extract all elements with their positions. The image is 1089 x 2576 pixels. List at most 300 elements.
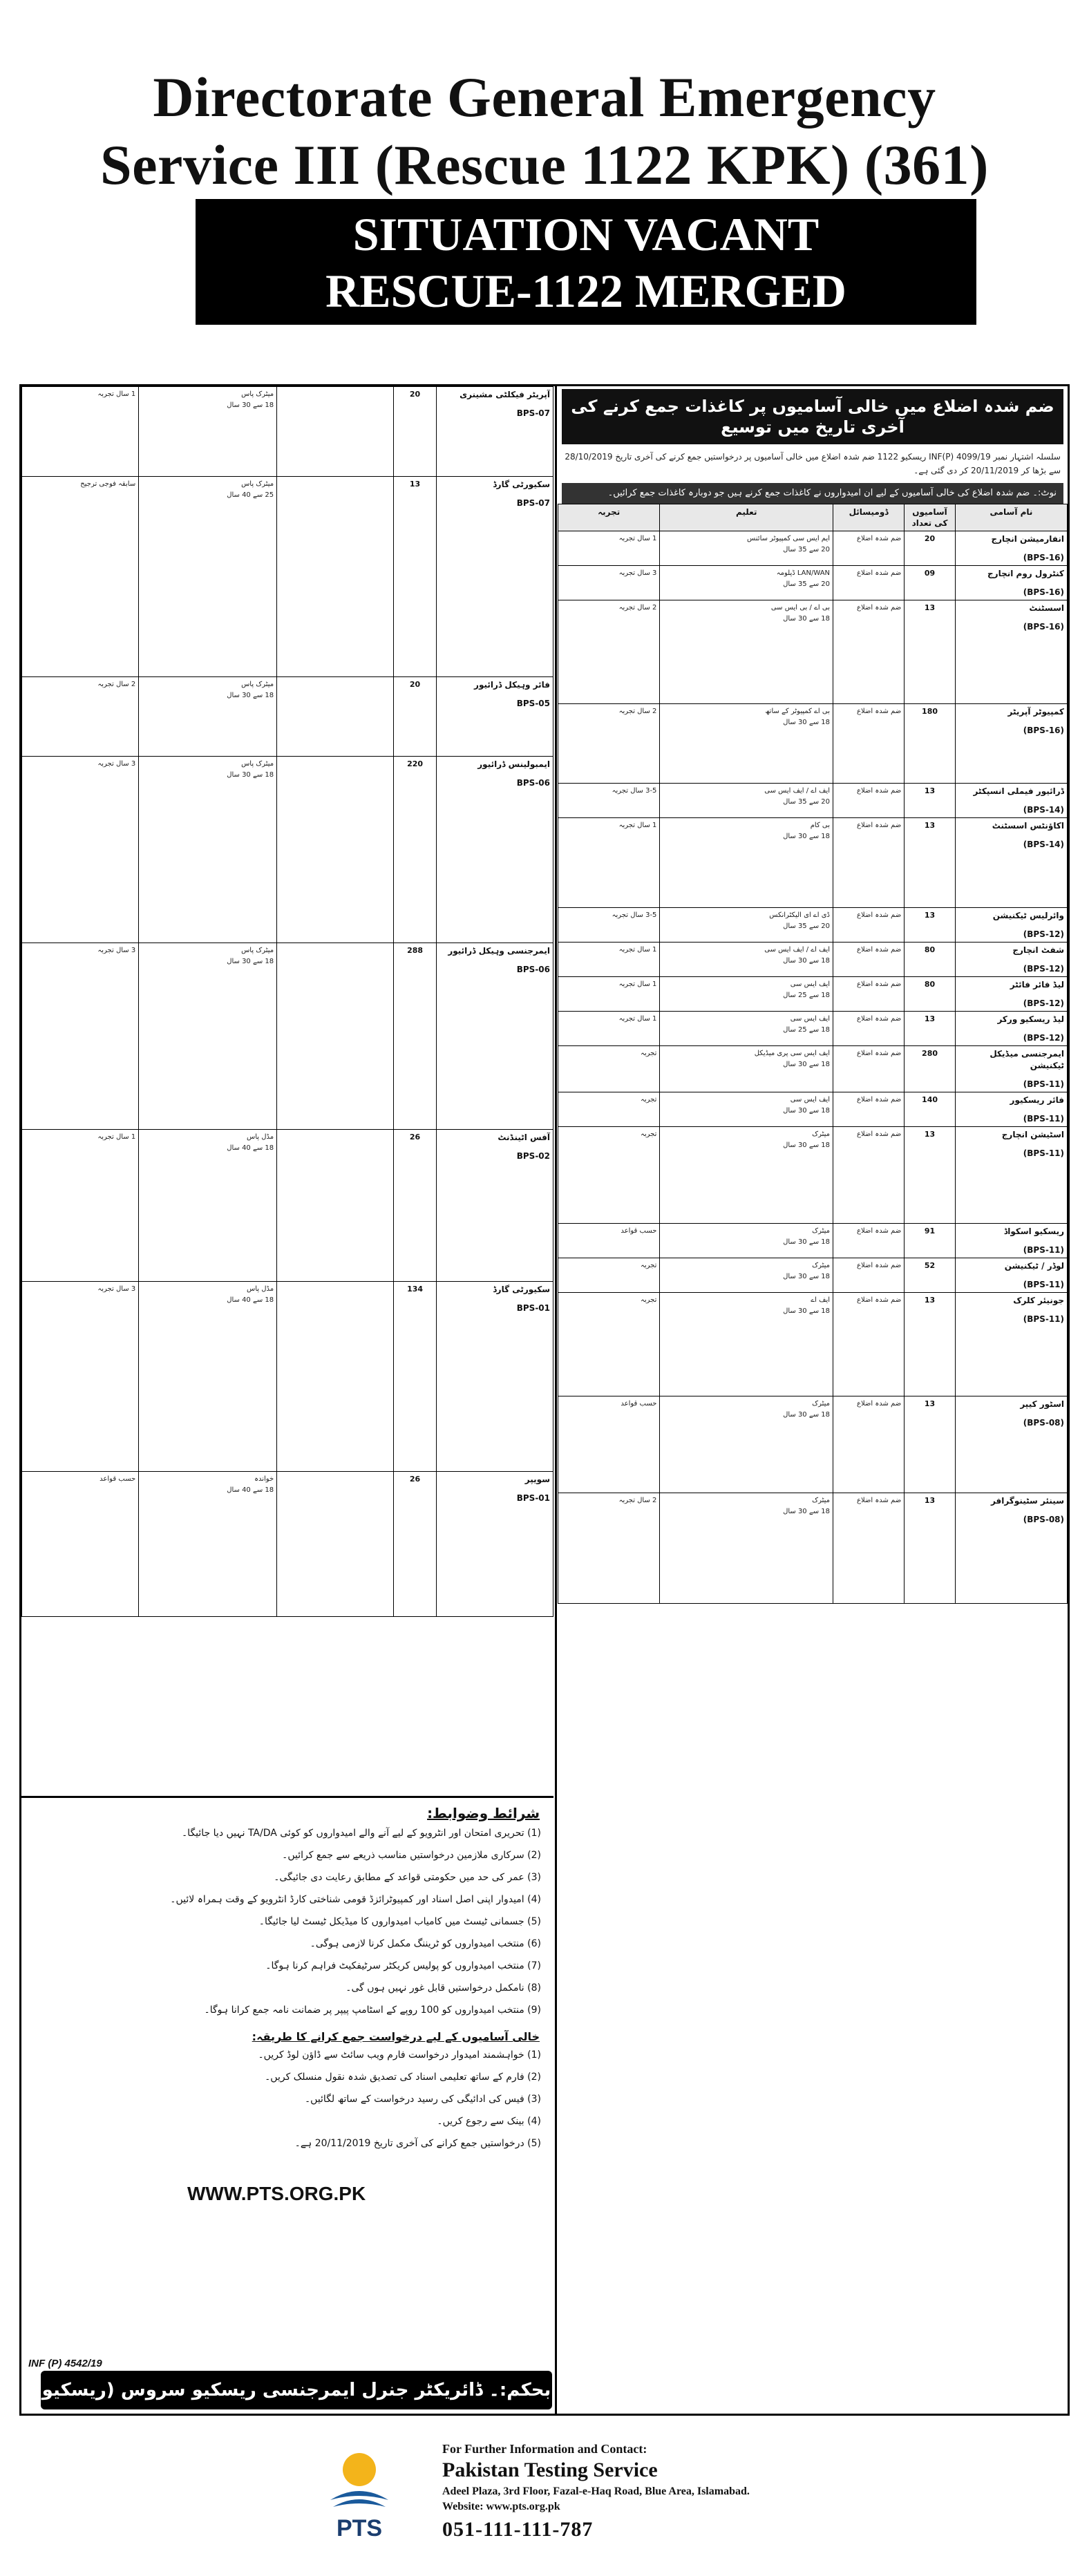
table-row [558,1127,1068,1224]
terms-section [21,1796,553,2420]
table-row [558,600,1068,704]
experience-cell: تجربہ [558,1092,660,1127]
table-row [558,1396,1068,1493]
domicile-cell: ضم شدہ اضلاع [833,600,905,704]
post-name: سکیورٹی گارڈ [493,1285,550,1294]
domicile-cell: ضم شدہ اضلاع [833,908,905,943]
post-cell [955,1258,1067,1293]
experience-cell: تجربہ [558,1046,660,1092]
post-cell [955,1092,1067,1127]
table-row [558,908,1068,943]
apply-list [21,2046,553,2157]
count-cell: 134 [394,1282,437,1472]
age-text: 20 سے 35 سال [783,922,831,930]
experience-cell: تجربہ [558,1127,660,1224]
post-name: کنٹرول روم انچارج [987,569,1064,578]
post-cell [955,818,1067,908]
post-bps: BPS-02 [516,1151,550,1161]
column-divider [555,386,557,2414]
term-item: (4) امیدوار اپنی اصل اسناد اور کمپیوٹرائزڈ قومی شناختی کارڈ انٹرویو کے وقت ہمراہ لائیں۔ [170,1894,541,1905]
age-text: 18 سے 30 سال [783,615,831,623]
term-item: (3) عمر کی حد میں حکومتی قواعد کے مطابق رعایت دی جائیگی۔ [274,1872,541,1883]
district-cell [277,387,394,477]
experience-cell: 1 سال تجربہ [558,1012,660,1046]
age-text: 18 سے 30 سال [783,1142,831,1149]
experience-cell: 3-5 سال تجربہ [558,908,660,943]
experience-cell: 1 سال تجربہ [558,531,660,566]
domicile-cell: ضم شدہ اضلاع [833,943,905,977]
post-name: فائر وہیکل ڈرائیور [474,680,550,690]
experience-cell: حسب قواعد [558,1224,660,1258]
experience-cell: تجربہ [558,1258,660,1293]
education-cell [660,977,833,1012]
education-cell [660,1012,833,1046]
age-text: 18 سے 30 سال [227,958,274,965]
education-cell [660,704,833,784]
domicile-cell: ضم شدہ اضلاع [833,1224,905,1258]
count-cell: 13 [394,477,437,677]
education-cell [660,1092,833,1127]
count-cell: 20 [905,531,956,566]
experience-cell: 1 سال تجربہ [558,943,660,977]
table-row [22,677,553,757]
table-row [558,1258,1068,1293]
post-cell [955,1046,1067,1092]
intro-text: سلسلہ اشتہار نمبر INF(P) 4099/19 ریسکیو 1122 ضم شدہ اضلاع میں خالی آسامیوں پر درخواستیں جمع کرنے کی آخری تاریخ 28/10/2019 سے بڑھا کر 20/11/2019 کر دی گئی ہے۔ [565,452,1061,475]
terms-list [21,1824,553,2023]
post-name: سویپر [524,1475,550,1484]
apply-step: (4) بینک سے رجوع کریں۔ [437,2116,541,2127]
education-text: LAN/WAN ڈپلومہ [776,569,831,577]
post-cell [955,531,1067,566]
count-cell: 20 [394,677,437,757]
education-text: میٹرک پاس [241,681,274,688]
education-cell [139,477,277,677]
education-cell [139,1472,277,1617]
table-row [558,1224,1068,1258]
pts-logo-icon [325,2446,394,2543]
table-row [558,1012,1068,1046]
education-cell [660,943,833,977]
education-text: میٹرک پاس [241,760,274,768]
count-cell: 13 [905,1127,956,1224]
post-cell [955,600,1067,704]
count-cell: 13 [905,908,956,943]
education-cell [139,677,277,757]
apply-step: (5) درخواستیں جمع کرانے کی آخری تاریخ 20/11/2019 ہے۔ [294,2138,541,2149]
post-bps: BPS-01 [516,1493,550,1503]
post-cell [436,677,553,757]
table-row [22,1130,553,1282]
age-text: 18 سے 30 سال [783,1508,831,1515]
experience-cell: 1 سال تجربہ [558,818,660,908]
education-cell [139,943,277,1130]
count-cell: 26 [394,1130,437,1282]
post-cell [955,704,1067,784]
post-bps: (BPS-11) [1023,1079,1064,1089]
post-name: لیڈ ریسکیو ورکر [997,1014,1064,1024]
district-cell [277,943,394,1130]
experience-cell: 1 سال تجربہ [22,1130,139,1282]
post-bps: (BPS-11) [1023,1148,1064,1158]
post-name: ڈرائیور فیملی انسپکٹر [973,786,1064,796]
header-count: آسامیوں کی تعداد [905,504,956,531]
experience-cell: 3 سال تجربہ [22,1282,139,1472]
district-cell [277,677,394,757]
education-text: خواندہ [254,1475,274,1483]
education-cell [660,531,833,566]
education-cell [660,1396,833,1493]
post-cell [955,908,1067,943]
domicile-cell: ضم شدہ اضلاع [833,1293,905,1396]
district-cell [277,1472,394,1617]
banner-line-2: RESCUE-1122 MERGED DISTRICTS [325,265,846,374]
footer [0,2418,1089,2576]
post-name: ریسکیو اسکواڈ [1003,1227,1064,1236]
post-bps: BPS-06 [516,965,550,974]
experience-cell: 2 سال تجربہ [558,704,660,784]
post-cell [436,757,553,943]
post-cell [955,566,1067,600]
post-name: کمپیوٹر آپریٹر [1007,707,1064,717]
table-row [22,1282,553,1472]
post-bps: (BPS-16) [1023,622,1064,632]
education-text: بی اے کمپیوٹر کے ساتھ [765,708,831,715]
post-name: اسسٹنٹ [1029,603,1064,613]
education-cell [660,600,833,704]
post-bps: BPS-01 [516,1303,550,1313]
post-bps: BPS-07 [516,498,550,508]
education-text: میٹرک [812,1227,831,1235]
age-text: 25 سے 40 سال [227,491,274,499]
education-text: میٹرک [812,1130,831,1138]
district-cell [277,757,394,943]
post-cell [955,943,1067,977]
education-cell [660,1258,833,1293]
experience-cell: سابقہ فوجی ترجیح [22,477,139,677]
education-text: ایف اے [811,1296,831,1304]
education-cell [660,566,833,600]
post-bps: (BPS-12) [1023,1033,1064,1043]
education-text: میٹرک پاس [241,480,274,488]
experience-cell: حسب قواعد [558,1396,660,1493]
district-cell [277,477,394,677]
post-bps: (BPS-14) [1023,805,1064,815]
education-text: بی کام [810,822,831,829]
experience-cell: 1 سال تجربہ [558,977,660,1012]
count-cell: 13 [905,600,956,704]
experience-cell: تجربہ [558,1293,660,1396]
education-cell [660,1127,833,1224]
post-bps: (BPS-16) [1023,726,1064,735]
logo-text: PTS [336,2515,383,2541]
post-name: لیڈ فائر فائٹر [1010,980,1064,989]
count-cell: 13 [905,1396,956,1493]
domicile-cell: ضم شدہ اضلاع [833,1092,905,1127]
table-row [558,818,1068,908]
table-row [22,477,553,677]
post-cell [955,1293,1067,1396]
district-cell [277,1282,394,1472]
domicile-cell: ضم شدہ اضلاع [833,566,905,600]
document-title [0,64,1089,199]
post-bps: (BPS-11) [1023,1114,1064,1124]
count-cell: 13 [905,818,956,908]
education-cell [660,908,833,943]
age-text: 18 سے 40 سال [227,1486,274,1494]
education-text: ایف ایس سی [790,1015,831,1023]
table-row [22,387,553,477]
post-cell [955,784,1067,818]
age-text: 20 سے 35 سال [783,798,831,806]
education-cell [660,1224,833,1258]
experience-cell: 1 سال تجربہ [22,387,139,477]
education-cell [660,818,833,908]
age-text: 20 سے 35 سال [783,546,831,553]
age-text: 18 سے 40 سال [227,1296,274,1304]
experience-cell: 2 سال تجربہ [22,677,139,757]
post-bps: (BPS-11) [1023,1314,1064,1324]
domicile-cell: ضم شدہ اضلاع [833,784,905,818]
table-row [22,943,553,1130]
age-text: 18 سے 30 سال [783,1061,831,1068]
post-bps: (BPS-11) [1023,1245,1064,1255]
age-text: 18 سے 30 سال [783,1411,831,1419]
post-name: جونیئر کلرک [1013,1296,1064,1305]
post-name: انفارمیشن انچارج [991,534,1064,544]
post-name: آفس اٹینڈنٹ [498,1133,550,1142]
footer-address: Adeel Plaza, 3rd Floor, Fazal-e-Haq Road, Blue Area, Islamabad. [442,2485,750,2497]
education-text: ایف اے / ایف ایس سی [764,787,831,795]
post-bps: (BPS-11) [1023,1280,1064,1289]
post-bps: (BPS-16) [1023,553,1064,562]
count-cell: 26 [394,1472,437,1617]
education-text: بی اے / بی ایس سی [770,604,831,612]
table-row [558,531,1068,566]
apply-title: خالی آسامیوں کے لیے درخواست جمع کرانے کا طریقہ: [252,2030,540,2043]
website-link[interactable]: WWW.PTS.ORG.PK [187,2183,366,2204]
education-text: میٹرک [812,1400,831,1408]
post-bps: (BPS-14) [1023,840,1064,849]
table-row [558,704,1068,784]
footer-contact [442,2442,750,2545]
note-bar: نوٹ:۔ ضم شدہ اضلاع کی خالی آسامیوں کے لیے ان امیدواروں نے کاغذات جمع کرنے ہیں جو دوبارہ کاغذات جمع کرائیں۔ [562,483,1063,504]
education-text: ایم ایس سی کمپیوٹر سائنس [747,535,831,542]
table-header-row [558,504,1068,531]
post-cell [955,1127,1067,1224]
table-row [558,566,1068,600]
education-text: ڈی اے ای الیکٹرانکس [769,911,831,919]
right-column [558,386,1068,2414]
post-name: اسٹیشن انچارج [1001,1130,1064,1139]
post-bps: (BPS-12) [1023,998,1064,1008]
domicile-cell: ضم شدہ اضلاع [833,1046,905,1092]
education-text: مڈل پاس [247,1133,274,1141]
age-text: 18 سے 30 سال [783,719,831,726]
domicile-cell: ضم شدہ اضلاع [833,1127,905,1224]
post-bps: (BPS-16) [1023,587,1064,597]
terms-title: شرائط وضوابط: [427,1805,540,1821]
education-text: ایف ایس سی [790,981,831,988]
domicile-cell: ضم شدہ اضلاع [833,531,905,566]
education-text: میٹرک [812,1262,831,1269]
post-cell [436,1282,553,1472]
term-item: (1) تحریری امتحان اور انٹرویو کے لیے آنے والے امیدواروں کو کوئی TA/DA نہیں دیا جائیگا۔ [181,1828,541,1839]
count-cell: 280 [905,1046,956,1092]
experience-cell: 3 سال تجربہ [22,757,139,943]
domicile-cell: ضم شدہ اضلاع [833,977,905,1012]
post-bps: (BPS-08) [1023,1515,1064,1524]
education-cell [139,1282,277,1472]
post-cell [955,1012,1067,1046]
left-jobs-table [21,386,553,1617]
post-name: اسٹور کیپر [1020,1399,1064,1409]
post-cell [955,1396,1067,1493]
count-cell: 220 [394,757,437,943]
intro-paragraph [558,444,1068,483]
domicile-cell: ضم شدہ اضلاع [833,1258,905,1293]
footer-org-name: Pakistan Testing Service [442,2459,658,2481]
age-text: 18 سے 30 سال [783,1238,831,1246]
education-cell [660,1046,833,1092]
post-name: ایمرجنسی میڈیکل ٹیکنیشن [989,1049,1064,1070]
table-row [558,977,1068,1012]
education-text: میٹرک پاس [241,390,274,398]
post-name: شفٹ انچارج [1012,945,1064,955]
post-name: لوڈر / ٹیکنیشن [1004,1261,1064,1271]
count-cell: 140 [905,1092,956,1127]
count-cell: 180 [905,704,956,784]
education-text: میٹرک پاس [241,947,274,954]
term-item: (2) سرکاری ملازمین درخواستیں مناسب ذریعے سے جمع کرائیں۔ [282,1850,541,1861]
apply-step: (2) فارم کے ساتھ تعلیمی اسناد کی تصدیق شدہ نقول منسلک کریں۔ [265,2072,541,2083]
post-bps: (BPS-08) [1023,1418,1064,1428]
right-jobs-table [558,504,1068,1604]
situation-vacant-banner [196,199,976,374]
post-bps: (BPS-12) [1023,929,1064,939]
education-cell [660,1293,833,1396]
district-cell [277,1130,394,1282]
footer-website[interactable]: Website: www.pts.org.pk [442,2501,560,2512]
education-text: مڈل پاس [247,1285,274,1293]
term-item: (9) منتخب امیدواروں کو 100 روپے کے اسٹامپ پیپر پر ضمانت نامہ جمع کرانا ہوگا۔ [204,2005,541,2016]
age-text: 18 سے 30 سال [783,957,831,965]
post-name: ایمبولینس ڈرائیور [477,759,550,769]
experience-cell: 3 سال تجربہ [558,566,660,600]
header-domicile: ڈومیسائل [833,504,905,531]
domicile-cell: ضم شدہ اضلاع [833,818,905,908]
age-text: 18 سے 25 سال [783,992,831,999]
count-cell: 13 [905,1493,956,1604]
post-cell [436,477,553,677]
experience-cell: حسب قواعد [22,1472,139,1617]
domicile-cell: ضم شدہ اضلاع [833,1493,905,1604]
post-bps: BPS-07 [516,408,550,418]
title-line-1: Directorate General Emergency [153,66,936,129]
education-cell [139,1130,277,1282]
count-cell: 13 [905,1293,956,1396]
education-cell [660,784,833,818]
count-cell: 288 [394,943,437,1130]
domicile-cell: ضم شدہ اضلاع [833,704,905,784]
age-text: 18 سے 30 سال [227,692,274,699]
post-cell [955,1493,1067,1604]
education-text: ایف اے / ایف ایس سی [764,946,831,954]
post-cell [955,1224,1067,1258]
table-row [558,1293,1068,1396]
domicile-cell: ضم شدہ اضلاع [833,1012,905,1046]
education-text: ایف ایس سی [790,1096,831,1104]
post-name: فائر ریسکیور [1010,1095,1064,1105]
post-name: سکیورٹی گارڈ [493,480,550,489]
post-cell [436,943,553,1130]
count-cell: 52 [905,1258,956,1293]
age-text: 18 سے 40 سال [227,1144,274,1152]
header-post: نام آسامی [955,504,1067,531]
domicile-cell: ضم شدہ اضلاع [833,1396,905,1493]
post-cell [955,977,1067,1012]
post-bps: BPS-06 [516,778,550,788]
header-experience: تجربہ [558,504,660,531]
post-name: آپریٹر فیکلٹی مشینری [460,390,550,399]
count-cell: 80 [905,977,956,1012]
table-row [22,1472,553,1617]
age-text: 18 سے 25 سال [783,1026,831,1034]
post-name: اکاؤنٹس اسسٹنٹ [992,821,1064,831]
age-text: 18 سے 30 سال [783,1273,831,1280]
table-row [558,1046,1068,1092]
post-cell [436,1472,553,1617]
education-text: ایف ایس سی پری میڈیکل [754,1050,831,1057]
count-cell: 13 [905,784,956,818]
table-row [558,1493,1068,1604]
table-row [558,784,1068,818]
count-cell: 20 [394,387,437,477]
education-cell [139,387,277,477]
post-name: ایمرجنسی وہیکل ڈرائیور [448,946,550,956]
experience-cell: 2 سال تجربہ [558,600,660,704]
urdu-headline: ضم شدہ اضلاع میں خالی آسامیوں پر کاغذات جمع کرنے کی آخری تاریخ میں توسیع [562,389,1063,444]
age-text: 18 سے 30 سال [783,1107,831,1115]
title-line-2: Service III (Rescue 1122 KPK) (361) [100,133,989,196]
post-bps: (BPS-12) [1023,964,1064,974]
count-cell: 13 [905,1012,956,1046]
table-row [558,943,1068,977]
education-cell [660,1493,833,1604]
header-education: تعلیم [660,504,833,531]
age-text: 18 سے 30 سال [783,833,831,840]
education-cell [139,757,277,943]
term-item: (6) منتخب امیدواروں کو ٹریننگ مکمل کرنا لازمی ہوگی۔ [310,1938,541,1949]
footer-contact-line: For Further Information and Contact: [442,2442,647,2456]
term-item: (7) منتخب امیدواروں کو پولیس کریکٹر سرٹیفکیٹ فراہم کرنا ہوگا۔ [265,1960,541,1971]
apply-step: (1) خواہشمند امیدوار درخواست فارم ویب سائٹ سے ڈاؤن لوڈ کریں۔ [258,2049,541,2061]
age-text: 18 سے 30 سال [227,401,274,409]
post-name: وائرلیس ٹیکنیشن [992,911,1064,920]
advertisement-body [19,384,1070,2439]
age-text: 18 سے 30 سال [227,771,274,779]
table-row [22,757,553,943]
post-cell [436,387,553,477]
term-item: (5) جسمانی ٹیسٹ میں کامیاب امیدواروں کا میڈیکل ٹیسٹ لیا جائیگا۔ [258,1916,541,1927]
table-row [558,1092,1068,1127]
age-text: 20 سے 35 سال [783,580,831,588]
order-bar: بحکم:۔ ڈائریکٹر جنرل ایمرجنسی ریسکیو سروس (ریسکیو 1122) [41,2371,552,2409]
count-cell: 09 [905,566,956,600]
left-column [21,386,553,2439]
post-name: سینئر سٹینوگرافر [990,1496,1064,1506]
experience-cell: 2 سال تجربہ [558,1493,660,1604]
